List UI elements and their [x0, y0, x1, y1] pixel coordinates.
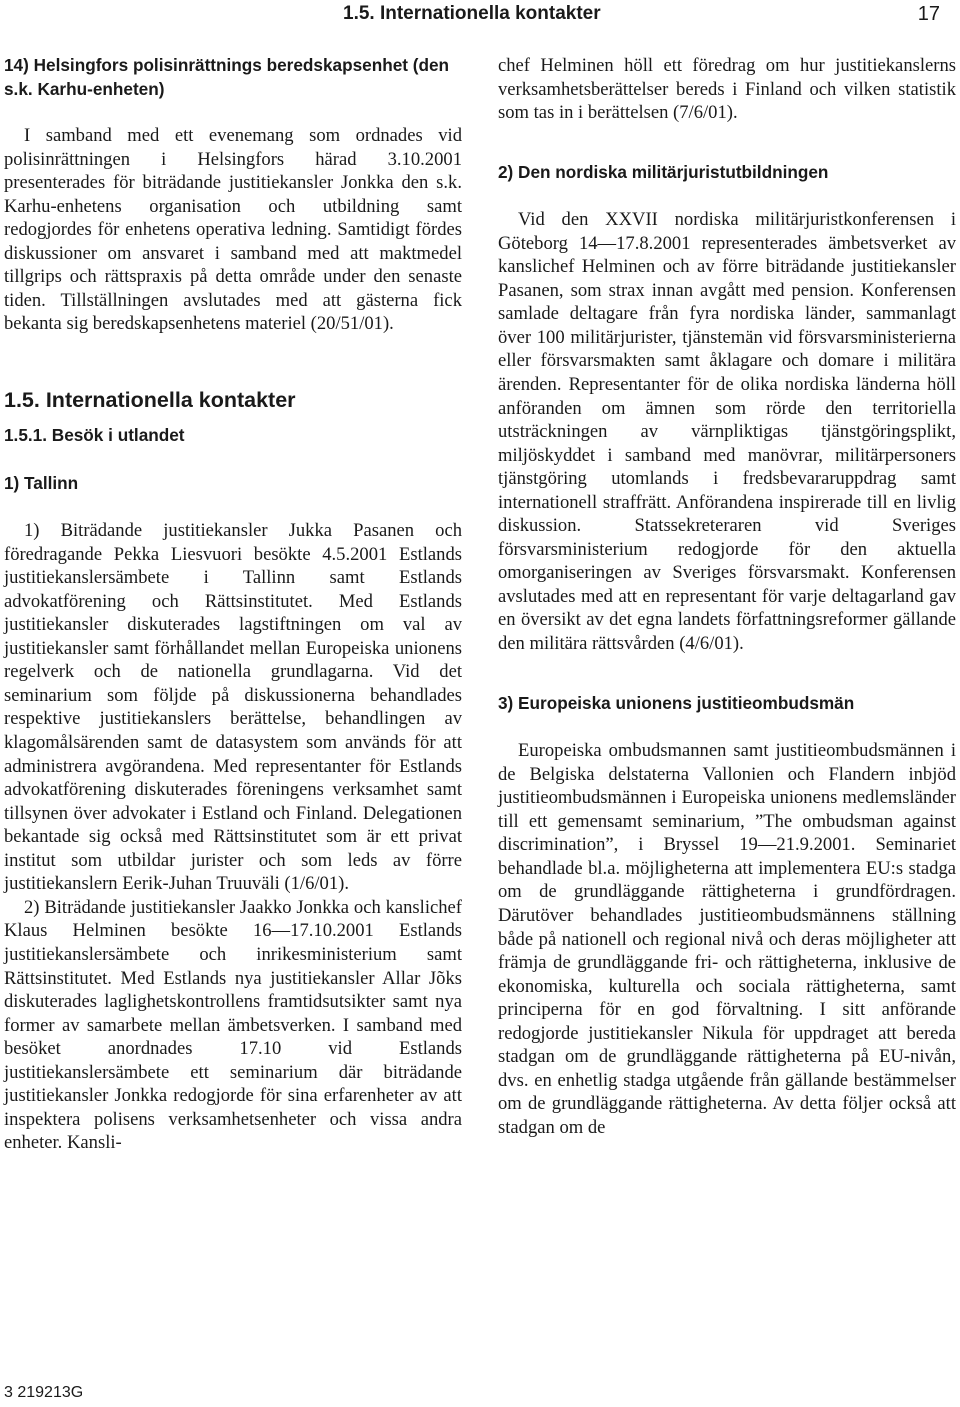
footer-code: 3 219213G: [4, 1384, 84, 1401]
section-heading: 1.5. Internationella kontakter: [4, 388, 296, 413]
paragraph-continuation: chef Helminen höll ett föredrag om hur justitiekanslerns verksamhetsberättelser bereds i Finland och vilken statistik som tas in i berättelsen (7/6/01).: [498, 55, 956, 124]
paragraph-tallinn-visit-1: 1) Biträdande justitiekansler Jukka Pasanen och föredragande Pekka Liesvuori besökte 4.5.2001 Estlands justitiekanslersämbete i Tallinn samt Estlands advokatförening och Rättsinstitutet. Med Estlands justitiekansler diskuterades lagstiftningen om val av justitiekansler samt förhållandet mellan Europeiska unionens regelverk och de nationella grundlagarna. Vid det seminarium som följde på diskussionerna behandlades respektive justitiekanslers berättelse, behandlingen av klagomålsärenden samt de datasystem som används för att administrera avgörandena. Med representanter för Estlands advokatförening diskuterades föreningens verksamhet samt tillsynen över advokater i Estland och Finland. Delegationen bekantade sig också med Rättsinstitutet som är ett privat institut som utbildar jurister och som leds av förre justitiekanslern Eerik-Juhan Truuväli (1/6/01).: [4, 520, 462, 895]
page-number: 17: [917, 3, 940, 25]
right-column: [498, 54, 956, 1139]
left-column: [4, 54, 462, 1155]
paragraph-eu-ombudsmen: Europeiska ombudsmannen samt justitieombudsmännen i de Belgiska delstaterna Vallonien och Flandern inbjöd justitieombudsmännen i Europeiska unionens medlemsländer till ett gemensamt seminarium, ”The ombudsman against discrimination”, i Bryssel 19—21.9.2001. Seminariet behandlade bl.a. möjligheterna att implementera EU:s stadga om de grundläggande rättigheterna i grundfördragen. Därutöver behandlades justitieombudsmännens ställning både på nationell och regional nivå och deras möjligheter att främja de grundläggande fri- och rättigheterna, inklusive de ekonomiska, kulturella och sociala rättigheterna, samt principerna för en god förvaltning. I sitt anförande redogjorde justitiekansler Nikula för uppdraget att bereda stadgan om de grundläggande rättigheterna på EU-nivån, dvs. en enhetlig stadga utgående från gällande bestämmelser om de grundläggande rättigheterna. Av detta följer också att stadgan om de: [498, 740, 956, 1138]
paragraph-karhu-unit: I samband med ett evenemang som ordnades vid polisinrättningen i Helsingfors härad 3.10.2001 presenterades för biträdande justitiekansler Jonkka den s.k. Karhu-enhetens organisation och utbildning samt redogjordes för enhetens operativa ledning. Samtidigt fördes diskussioner om ansvaret i samband med att maktmedel tillgrips och rättspraxis på detta område under den senaste tiden. Tillställningen avslutades med att gästerna fick bekanta sig beredskapsenhetens materiel (20/51/01).: [4, 125, 462, 335]
heading-tallinn: 1) Tallinn: [4, 472, 79, 493]
running-header-title: 1.5. Internationella kontakter: [343, 3, 601, 24]
heading-military-law: 2) Den nordiska militärjuristutbildningen: [498, 161, 829, 182]
subsection-heading: 1.5.1. Besök i utlandet: [4, 425, 185, 446]
paragraph-tallinn-visit-2: 2) Biträdande justitiekansler Jaakko Jonkka och kanslichef Klaus Helminen besökte 16—17.10.2001 Estlands justitiekanslersämbete och inrikesministerium samt Rättsinstitutet. Med Estlands nya justitiekansler Allar Jõks diskuterades laglighetskontrollens framtidsutsikter samt nya former av samarbete mellan ämbetsverken. I samband med besöket anordnades 17.10 vid Estlands justitiekanslersämbete ett seminarium där biträdande justitiekansler Jonkka redogjorde för sina erfarenheter av att inspektera polisens verksamhetsenheter och vissa andra enheter. Kansli-: [4, 896, 462, 1154]
paragraph-military-law: Vid den XXVII nordiska militärjuristkonferensen i Göteborg 14—17.8.2001 representerades ämbetsverket av kanslichef Helminen och av förre biträdande justitiekansler Pasanen, som strax innan avgått med pension. Konferensen samlade deltagare från fyra nordiska länder, sammanlagt över 100 militärjurister, tjänstemän vid försvarsministerierna eller försvarsmakten samt åklagare och domare i militära ärenden. Representanter för de olika nordiska länderna höll anföranden om ämnen som rörde den territoriella utsträckningen av värnpliktigas tjänstgöringsplikt, miljöskyddet i samband med manövrar, militärpersoners tjänstgöring utomlands i fredsbevararuppdrag samt internationell straffrätt. Anförandena inspirerade till en livlig diskussion. Statssekreteraren vid Sveriges försvarsministerium redogjorde för den aktuella omorganiseringen av Sveriges försvarsmakt. Konferensen avslutades med att en representant för varje deltagarland gav en översikt av det egna landets författningsreformer gällande den militära rättsvården (4/6/01).: [498, 209, 956, 655]
heading-helsingfors-unit: 14) Helsingfors polisinrättnings beredskapsenhet (den s.k. Karhu-enheten): [4, 55, 450, 99]
heading-eu-ombudsmen: 3) Europeiska unionens justitieombudsmän: [498, 692, 855, 713]
